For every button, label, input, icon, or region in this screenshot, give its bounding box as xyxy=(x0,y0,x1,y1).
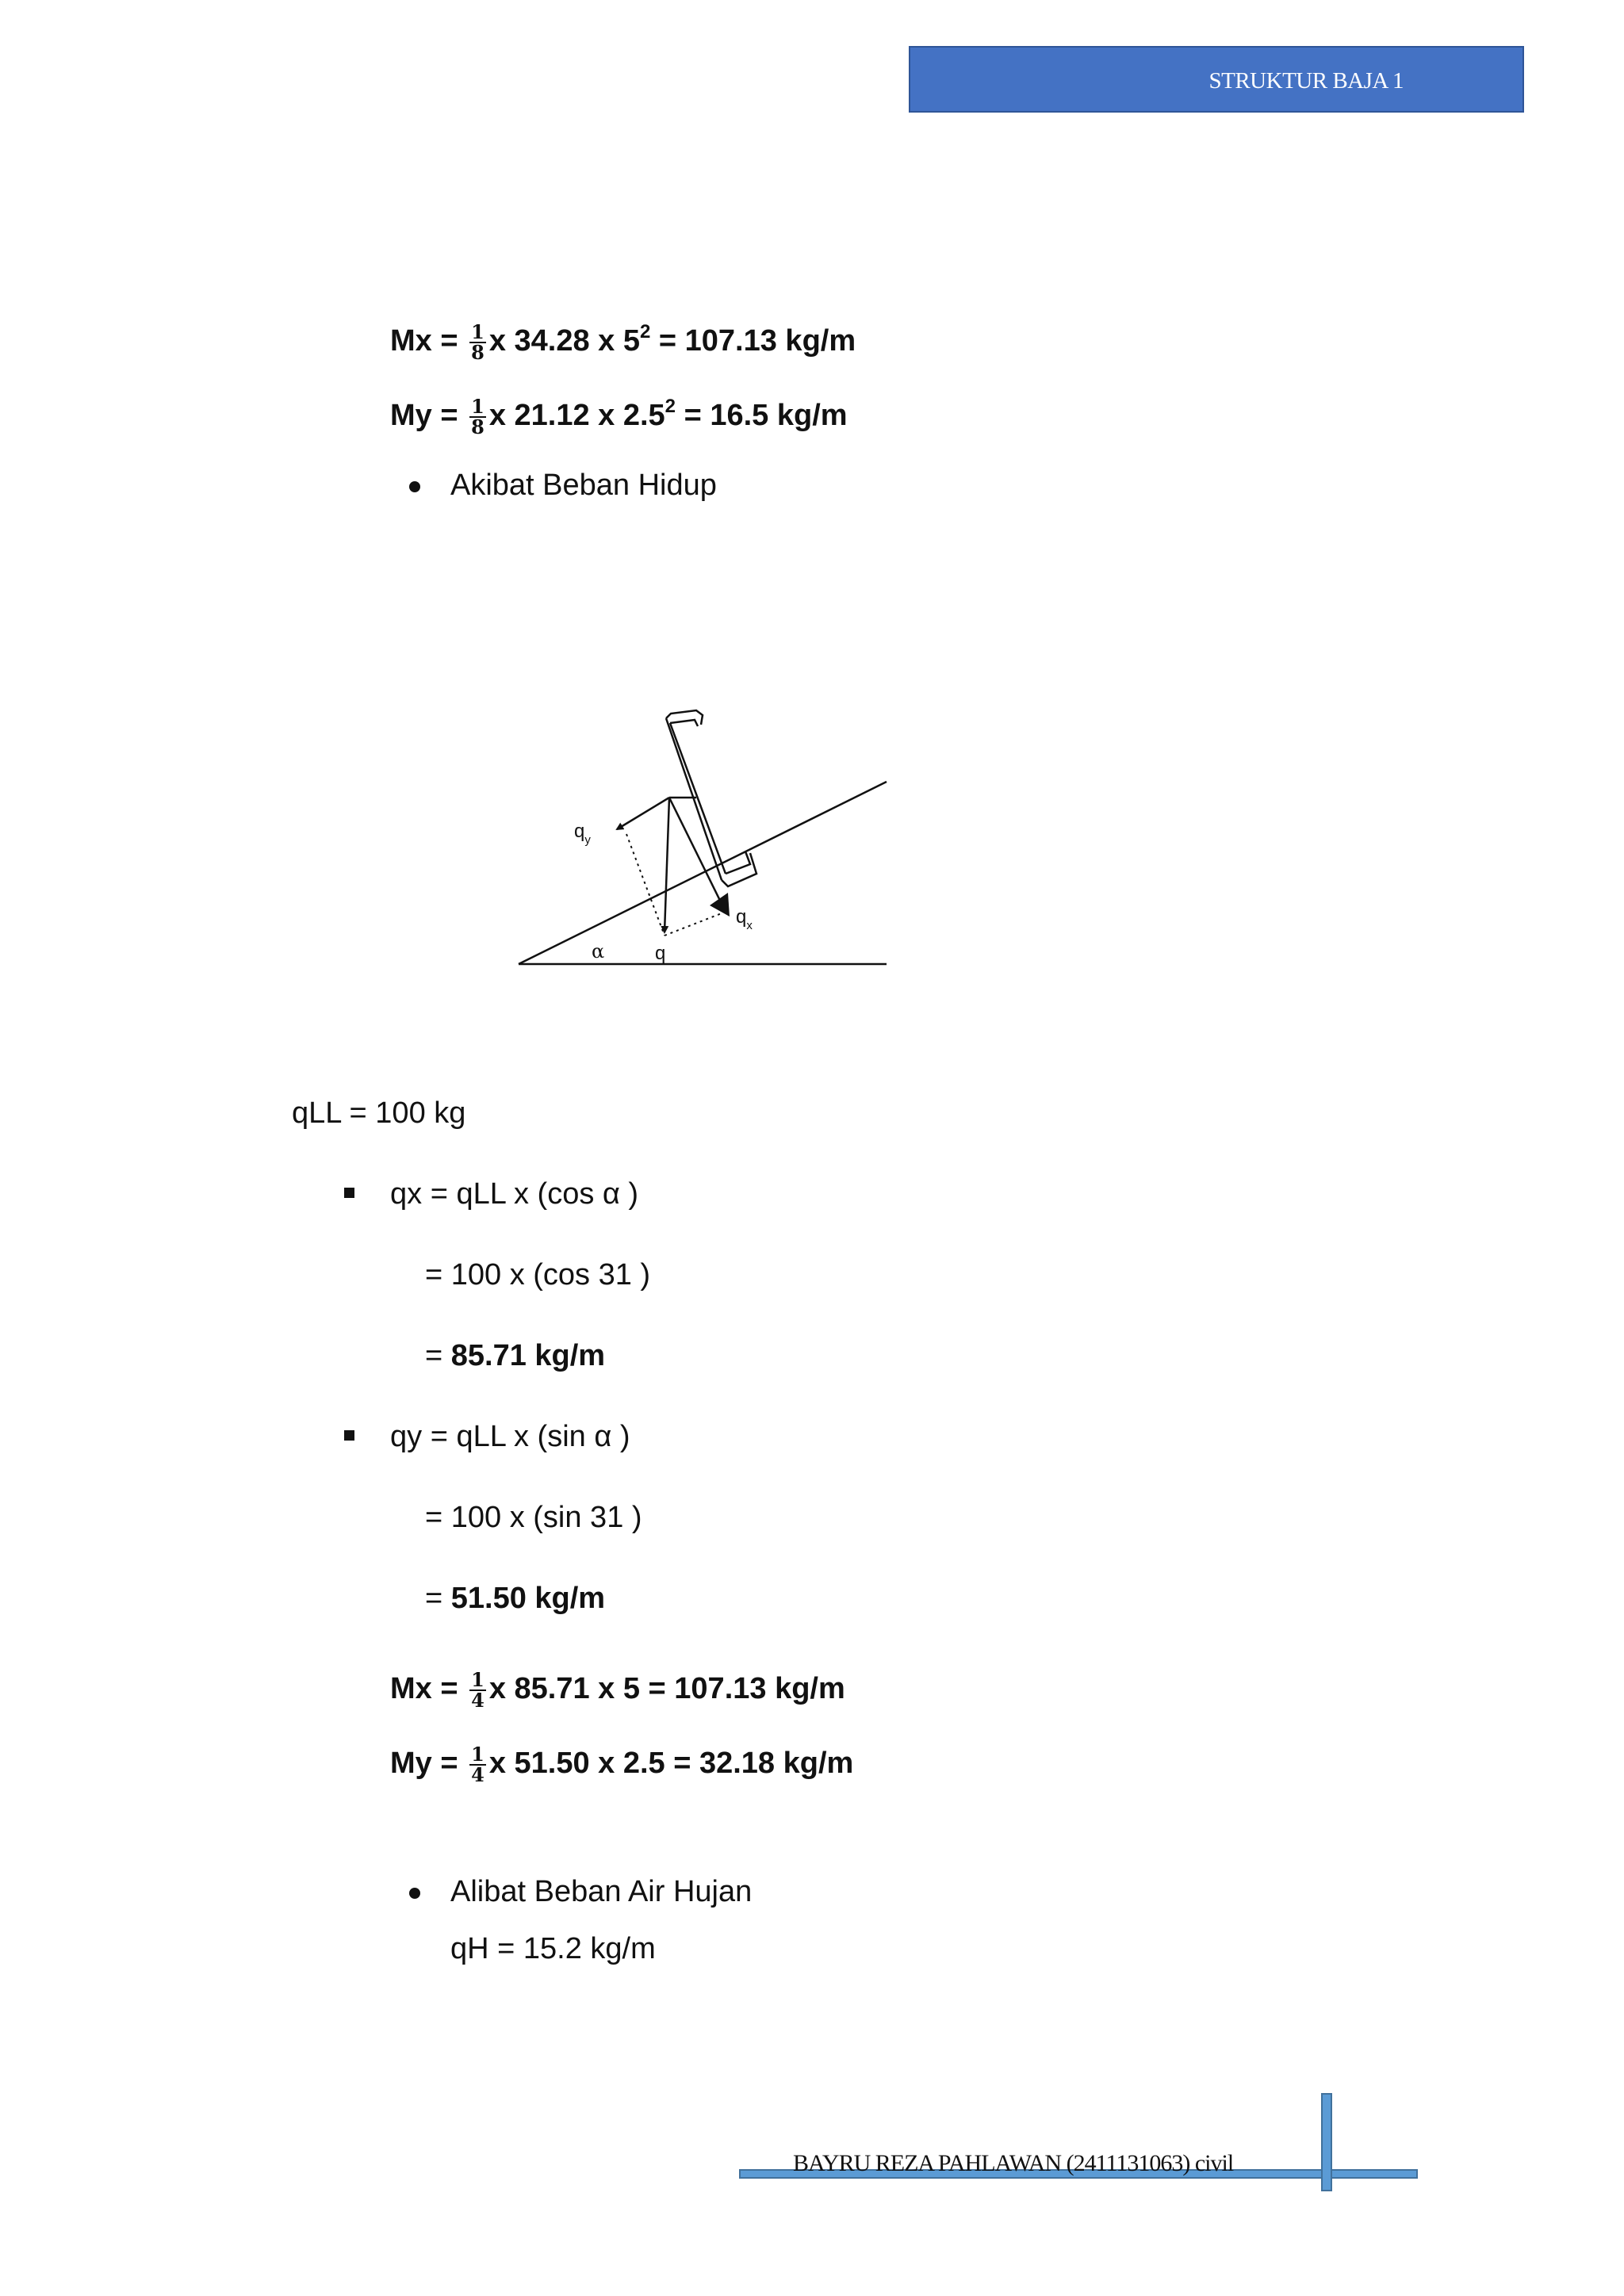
fraction-denominator: 8 xyxy=(471,340,485,364)
section-live-heading: Akibat Beban Hidup xyxy=(450,469,717,502)
exponent: 2 xyxy=(639,321,651,342)
qx-label-sub: x xyxy=(746,919,753,932)
q-vector xyxy=(665,798,669,932)
bullet-icon xyxy=(409,481,420,492)
square-bullet-icon xyxy=(344,1430,354,1441)
fraction xyxy=(469,1742,486,1786)
qx-result xyxy=(425,1337,605,1375)
my-rhs: x 21.12 x 2.5 xyxy=(488,399,665,432)
fraction-numerator: 1 xyxy=(471,394,485,418)
square-bullet-icon xyxy=(344,1188,354,1198)
qy-formula: qy = qLL x (sin α ) xyxy=(390,1420,630,1453)
qy-label xyxy=(574,821,591,847)
qy-vector xyxy=(617,798,669,829)
fraction-denominator: 4 xyxy=(471,1688,485,1712)
qx-arrowhead xyxy=(710,893,730,916)
qx-vector-line xyxy=(669,798,725,910)
purlin-bottom-flange xyxy=(722,853,756,886)
my-lhs: My = xyxy=(390,1747,467,1780)
qy-step: = 100 x (sin 31 ) xyxy=(425,1501,642,1534)
qh-value: qH = 15.2 kg/m xyxy=(450,1932,656,1965)
fraction-denominator: 4 xyxy=(471,1762,485,1786)
qx-result-value: 85.71 kg/m xyxy=(450,1339,606,1372)
my-rhs: x 51.50 x 2.5 = 32.18 kg/m xyxy=(488,1747,854,1780)
footer-bar-vertical xyxy=(1321,2093,1332,2191)
qx-projection xyxy=(665,913,722,936)
header-banner xyxy=(909,46,1524,113)
mx-lhs: Mx = xyxy=(390,1672,467,1705)
qy-result-value: 51.50 kg/m xyxy=(450,1582,606,1615)
section-rain-heading: Alibat Beban Air Hujan xyxy=(450,1875,753,1908)
mx-result: = 107.13 kg/m xyxy=(650,324,856,358)
fraction-numerator: 1 xyxy=(471,1742,485,1766)
qy-label-sub: y xyxy=(584,833,591,847)
live-mx-formula xyxy=(390,1667,845,1712)
qx-step: = 100 x (cos 31 ) xyxy=(425,1258,651,1292)
purlin-c-section-inner xyxy=(670,720,698,726)
qx-label-main: q xyxy=(736,906,747,928)
fraction xyxy=(469,394,486,438)
mx-rhs: x 34.28 x 5 xyxy=(488,324,640,358)
fraction xyxy=(469,320,486,364)
qx-result-prefix: = xyxy=(425,1339,451,1372)
qy-result xyxy=(425,1579,605,1617)
my-result: = 16.5 kg/m xyxy=(676,399,848,432)
qx-label xyxy=(736,906,753,932)
dead-mx-formula xyxy=(390,322,856,362)
qll-value: qLL = 100 kg xyxy=(292,1096,466,1130)
mx-rhs: x 85.71 x 5 = 107.13 kg/m xyxy=(488,1672,845,1705)
q-label: q xyxy=(655,943,666,964)
purlin-load-diagram xyxy=(508,698,904,983)
qy-projection xyxy=(626,834,665,936)
fraction-numerator: 1 xyxy=(471,1667,485,1691)
qy-label-main: q xyxy=(574,821,585,842)
my-lhs: My = xyxy=(390,399,467,432)
exponent: 2 xyxy=(665,396,676,417)
mx-lhs: Mx = xyxy=(390,324,467,358)
bullet-icon xyxy=(409,1888,420,1899)
fraction-numerator: 1 xyxy=(471,320,485,343)
footer-author: BAYRU REZA PAHLAWAN (2411131063) civil xyxy=(793,2150,1234,2176)
qy-result-prefix: = xyxy=(425,1582,451,1615)
fraction-denominator: 8 xyxy=(471,415,485,438)
header-title: STRUKTUR BAJA 1 xyxy=(1208,68,1404,94)
live-my-formula xyxy=(390,1744,853,1785)
alpha-label: α xyxy=(592,940,605,962)
dead-my-formula xyxy=(390,396,848,437)
purlin-web-outer xyxy=(666,718,722,880)
qx-formula: qx = qLL x (cos α ) xyxy=(390,1177,639,1211)
fraction xyxy=(469,1667,486,1712)
